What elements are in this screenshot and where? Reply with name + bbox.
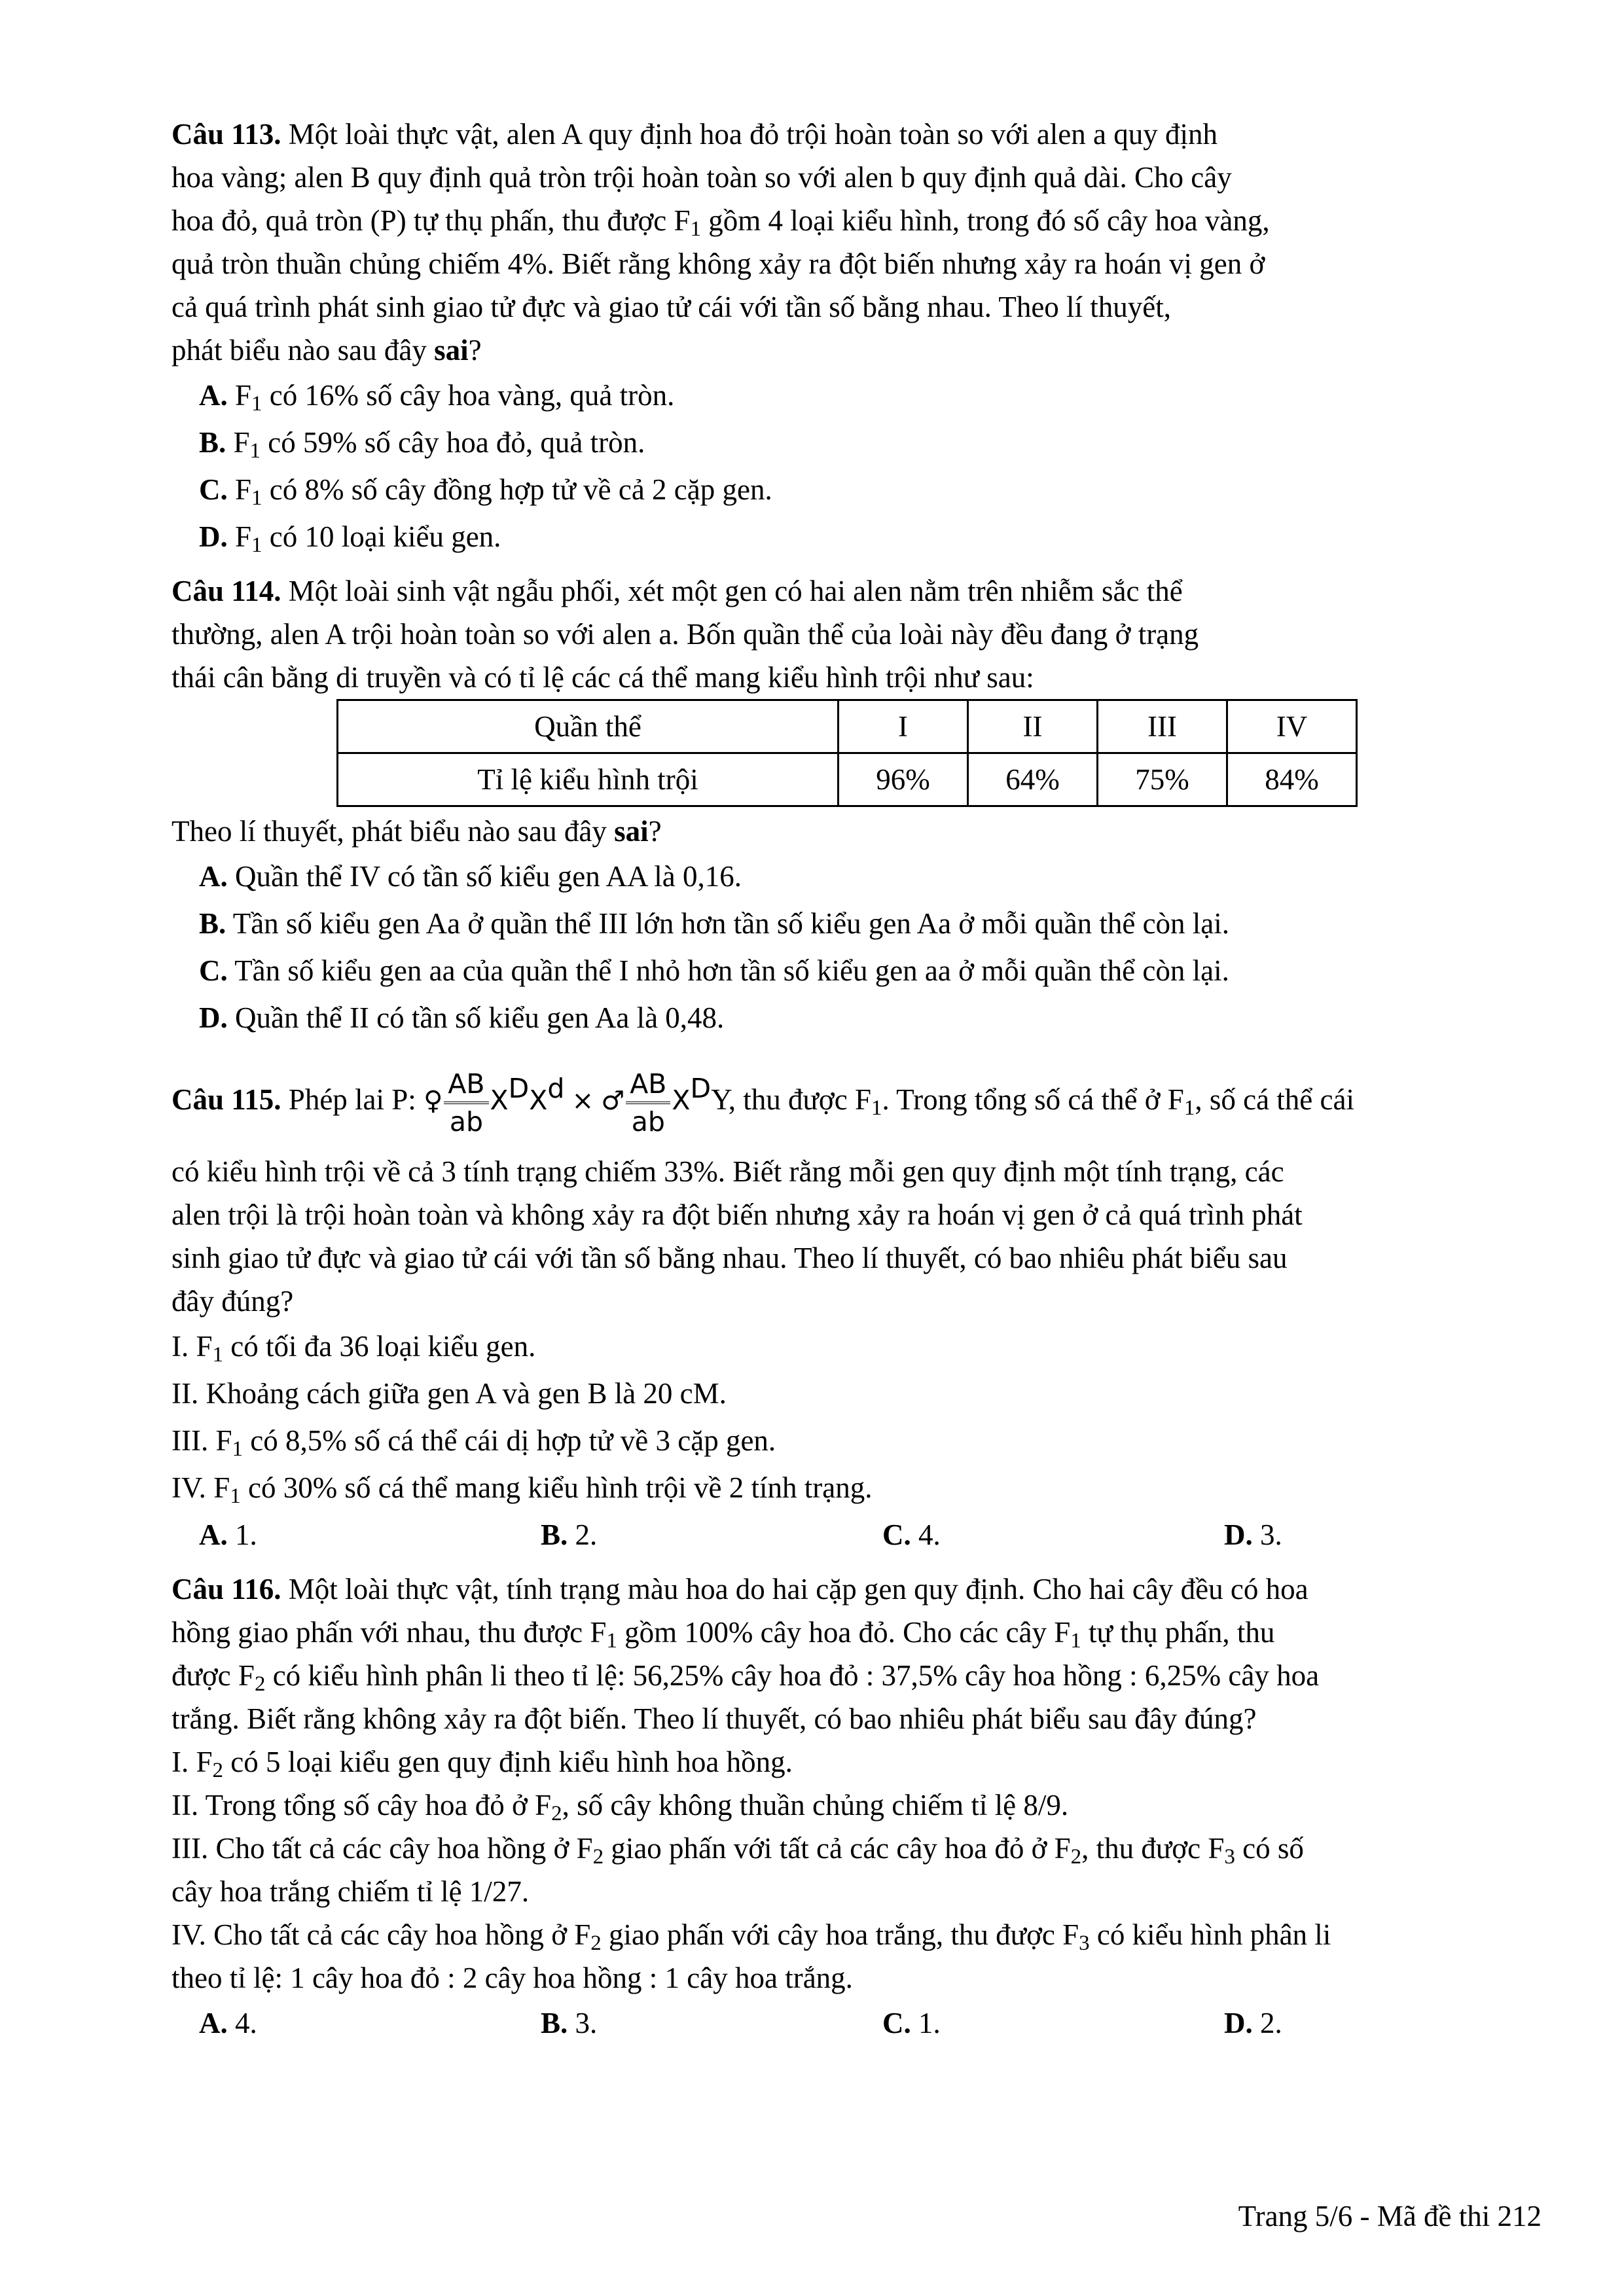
- q115-line-5: đây đúng?: [171, 1285, 294, 1318]
- q116-statement-1: I. $F_2$ có 5 loại kiểu gen quy định kiểu hình hoa hồng.: [171, 1746, 793, 1782]
- q115-label: Câu 115.: [171, 1083, 281, 1116]
- table-cell: 84%: [1227, 753, 1357, 806]
- table-cell: 96%: [839, 753, 968, 806]
- q115-answer-a[interactable]: A. 1.: [199, 1518, 257, 1551]
- q114-option-b[interactable]: B. Tần số kiểu gen Aa ở quần thể III lớn hơn tần số kiểu gen Aa ở mỗi quần thể còn lại.: [199, 907, 1230, 940]
- table-cell: I: [839, 700, 968, 753]
- q116-line-4: trắng. Biết rằng không xảy ra đột biến. Theo lí thuyết, có bao nhiêu phát biểu sau đây đúng?: [171, 1702, 1257, 1735]
- cross-icon: ×: [571, 1086, 594, 1116]
- q115-answers: [171, 1511, 1540, 1558]
- q115-line-4: sinh giao tử đực và giao tử cái với tần số bằng nhau. Theo lí thuyết, có bao nhiêu phát biểu sau: [171, 1242, 1288, 1274]
- q113-label: Câu 113.: [171, 118, 281, 151]
- q114-option-d[interactable]: D. Quần thể II có tần số kiểu gen Aa là 0,48.: [199, 1001, 725, 1034]
- q116-statement-4-cont: theo tỉ lệ: 1 cây hoa đỏ : 2 cây hoa hồng : 1 cây hoa trắng.: [171, 1962, 853, 1994]
- q113-line-1: Câu 113. Một loài thực vật, alen A quy định hoa đỏ trội hoàn toàn so với alen a quy định: [171, 118, 1218, 151]
- q116-line-3: được $F_2$ có kiểu hình phân li theo tỉ lệ: 56,25% cây hoa đỏ : 37,5% cây hoa hồng : 6,25% cây hoa: [171, 1659, 1320, 1696]
- table-cell: Tỉ lệ kiểu hình trội: [338, 753, 839, 806]
- q115-answer-d[interactable]: D. 3.: [1224, 1518, 1282, 1551]
- q116-answer-c[interactable]: C. 1.: [882, 2007, 941, 2039]
- female-icon: ♀: [424, 1086, 443, 1116]
- q116-answers: [171, 2000, 1540, 2047]
- q116-answer-b[interactable]: B. 3.: [541, 2007, 598, 2039]
- q115-line-3: alen trội là trội hoàn toàn và không xảy ra đột biến nhưng xảy ra hoán vị gen ở cả quá trình phát: [171, 1198, 1303, 1231]
- q113-line-5: cả quá trình phát sinh giao tử đực và giao tử cái với tần số bằng nhau. Theo lí thuyết,: [171, 291, 1172, 323]
- q114-label: Câu 114.: [171, 575, 281, 607]
- q116-label: Câu 116.: [171, 1573, 281, 1605]
- q115-answer-b[interactable]: B. 2.: [541, 1518, 598, 1551]
- q116-line-2: hồng giao phấn với nhau, thu được $F_1$ gồm 100% cây hoa đỏ. Cho các cây $F_1$ tự thụ phấn, thu: [171, 1616, 1275, 1653]
- q116-answer-a[interactable]: A. 4.: [199, 2007, 257, 2039]
- genotype-fraction: $\frac{AB}{ab}$: [444, 1066, 488, 1139]
- page-footer: Trang 5/6 - Mã đề thi 212: [1238, 2200, 1542, 2233]
- table-cell: IV: [1227, 700, 1357, 753]
- q114-line-2: thường, alen A trội hoàn toàn so với alen a. Bốn quần thể của loài này đều đang ở trạng: [171, 618, 1199, 651]
- question-116: [171, 1568, 1540, 2047]
- population-table: [336, 699, 1358, 807]
- question-114: [171, 569, 1540, 1041]
- question-115: [171, 1050, 1540, 1558]
- q113-line-6: phát biểu nào sau đây sai?: [171, 334, 482, 367]
- q115-cross-line: Câu 115. Phép lai P: ♀ $\frac{AB}{ab}$ $X^DX^d$ × ♂ $\frac{AB}{ab}$ $X^DY$, thu được $F_1$. Trong tổng số cá thể ở $F_1$, số cá thể cái: [171, 1050, 1540, 1150]
- q114-line-3: thái cân bằng di truyền và có tỉ lệ các cá thể mang kiểu hình trội như sau:: [171, 661, 1034, 694]
- male-icon: ♂: [601, 1086, 625, 1116]
- q116-statement-3: III. Cho tất cả các cây hoa hồng ở $F_2$ giao phấn với tất cả các cây hoa đỏ ở $F_2$, thu được $F_3$ có số: [171, 1832, 1304, 1869]
- table-header-row: [338, 700, 1357, 753]
- q115-line-2: có kiểu hình trội về cả 3 tính trạng chiếm 33%. Biết rằng mỗi gen quy định một tính trạng, các: [171, 1155, 1284, 1188]
- q116-statement-4: IV. Cho tất cả các cây hoa hồng ở $F_2$ giao phấn với cây hoa trắng, thu được $F_3$ có kiểu hình phân li: [171, 1918, 1331, 1955]
- genotype-fraction: $\frac{AB}{ab}$: [626, 1066, 670, 1139]
- q115-answer-c[interactable]: C. 4.: [882, 1518, 941, 1551]
- q113-line-3: hoa đỏ, quả tròn (P) tự thụ phấn, thu được $F_1$ gồm 4 loại kiểu hình, trong đó số cây hoa vàng,: [171, 204, 1270, 241]
- table-cell: Quần thể: [338, 700, 839, 753]
- table-cell: 64%: [968, 753, 1098, 806]
- q113-option-c[interactable]: C. $F_1$ có 8% số cây đồng hợp tử về cả 2 cặp gen.: [199, 473, 772, 510]
- exam-page: [171, 113, 1540, 2047]
- table-cell: III: [1098, 700, 1227, 753]
- q114-option-a[interactable]: A. Quần thể IV có tần số kiểu gen AA là 0,16.: [199, 860, 742, 893]
- q116-statement-3-cont: cây hoa trắng chiếm tỉ lệ 1/27.: [171, 1875, 530, 1908]
- q116-answer-d[interactable]: D. 2.: [1224, 2007, 1282, 2039]
- q114-option-c[interactable]: C. Tần số kiểu gen aa của quần thể I nhỏ hơn tần số kiểu gen aa ở mỗi quần thể còn lại.: [199, 954, 1229, 987]
- q114-question: Theo lí thuyết, phát biểu nào sau đây sai?: [171, 815, 662, 848]
- table-cell: 75%: [1098, 753, 1227, 806]
- q113-option-b[interactable]: B. $F_1$ có 59% số cây hoa đỏ, quả tròn.: [199, 426, 645, 463]
- q116-statement-2: II. Trong tổng số cây hoa đỏ ở $F_2$, số cây không thuần chủng chiếm tỉ lệ 8/9.: [171, 1789, 1069, 1825]
- table-row: [338, 753, 1357, 806]
- q113-line-2: hoa vàng; alen B quy định quả tròn trội hoàn toàn so với alen b quy định quả dài. Cho cây: [171, 161, 1232, 194]
- q113-option-d[interactable]: D. $F_1$ có 10 loại kiểu gen.: [199, 520, 501, 557]
- table-cell: II: [968, 700, 1098, 753]
- q116-line-1: Câu 116. Một loài thực vật, tính trạng màu hoa do hai cặp gen quy định. Cho hai cây đều có hoa: [171, 1573, 1308, 1605]
- q113-option-a[interactable]: A. $F_1$ có 16% số cây hoa vàng, quả tròn.: [199, 379, 675, 416]
- question-113: [171, 113, 1540, 560]
- q115-statement-1: I. $F_1$ có tối đa 36 loại kiểu gen.: [171, 1330, 536, 1367]
- q115-statement-3: III. $F_1$ có 8,5% số cá thể cái dị hợp tử về 3 cặp gen.: [171, 1424, 776, 1461]
- q114-line-1: Câu 114. Một loài sinh vật ngẫu phối, xét một gen có hai alen nằm trên nhiễm sắc thể: [171, 575, 1183, 607]
- q115-statement-4: IV. $F_1$ có 30% số cá thể mang kiểu hình trội về 2 tính trạng.: [171, 1471, 873, 1508]
- q113-line-4: quả tròn thuần chủng chiếm 4%. Biết rằng không xảy ra đột biến nhưng xảy ra hoán vị gen ở: [171, 247, 1265, 280]
- q115-statement-2: II. Khoảng cách giữa gen A và gen B là 20 cM.: [171, 1377, 727, 1410]
